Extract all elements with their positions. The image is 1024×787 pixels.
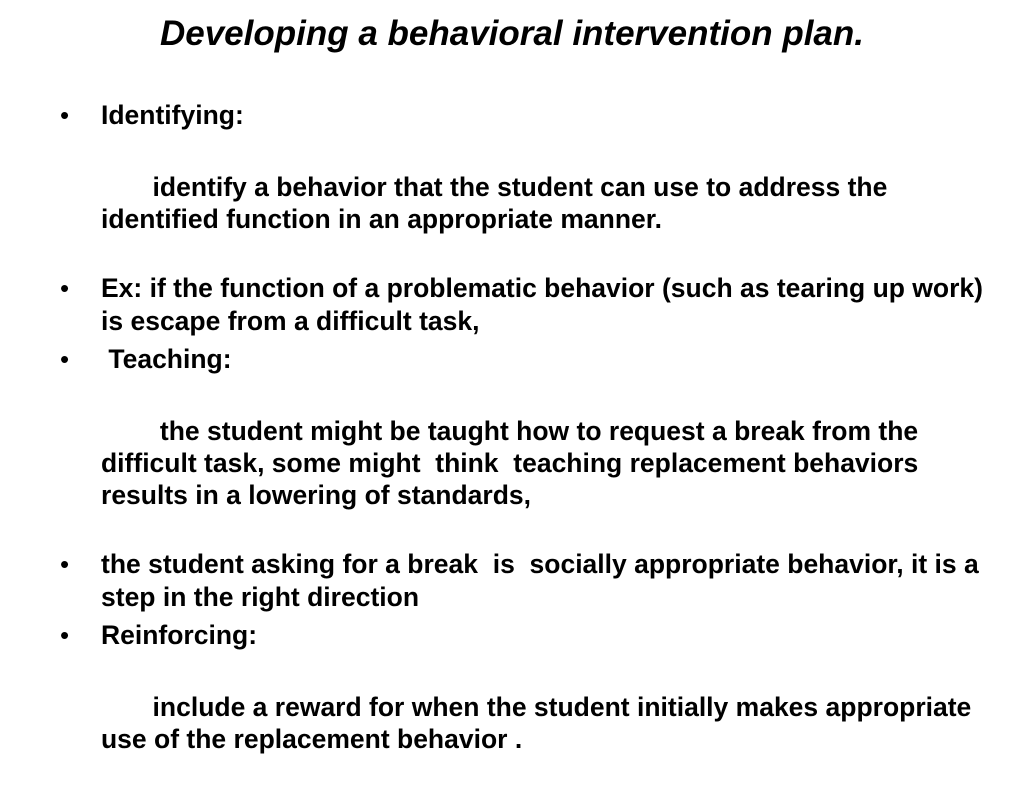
bullet-text: Identifying:	[101, 100, 244, 130]
bullet-text: Ex: if the function of a problematic behavior (such as tearing up work) is escape from a difficult task,	[101, 273, 991, 336]
bullet-icon: •	[60, 273, 70, 303]
sub-paragraph-teaching	[0, 383, 1024, 543]
sub-paragraph-text: the student might be taught how to request a break from the difficult task, some might think teaching replacement behaviors results in a lowering of standards,	[101, 416, 926, 510]
slide-body	[0, 94, 1024, 787]
sub-paragraph-identifying	[0, 139, 1024, 267]
bullet-text: Reinforcing:	[101, 620, 258, 650]
bullet-icon: •	[60, 344, 70, 374]
bullet-text: Teaching:	[101, 344, 232, 374]
bullet-icon: •	[60, 620, 70, 650]
sub-paragraph-text: include a reward for when the student initially makes appropriate use of the replacement behavior .	[101, 692, 979, 754]
sub-paragraph-text: identify a behavior that the student can use to address the identified function in an appropriate manner.	[101, 172, 895, 234]
bullet-item-teaching	[0, 343, 1024, 376]
bullet-item-break-request	[0, 548, 1024, 614]
bullet-item-reinforcing	[0, 619, 1024, 652]
bullet-item-identifying	[0, 99, 1024, 132]
bullet-item-example	[0, 272, 1024, 338]
slide-title: Developing a behavioral intervention plan.	[159, 14, 865, 53]
bullet-text: the student asking for a break is socially appropriate behavior, it is a step in the right direction	[101, 549, 987, 612]
bullet-icon: •	[60, 549, 70, 579]
bullet-icon: •	[60, 100, 70, 130]
